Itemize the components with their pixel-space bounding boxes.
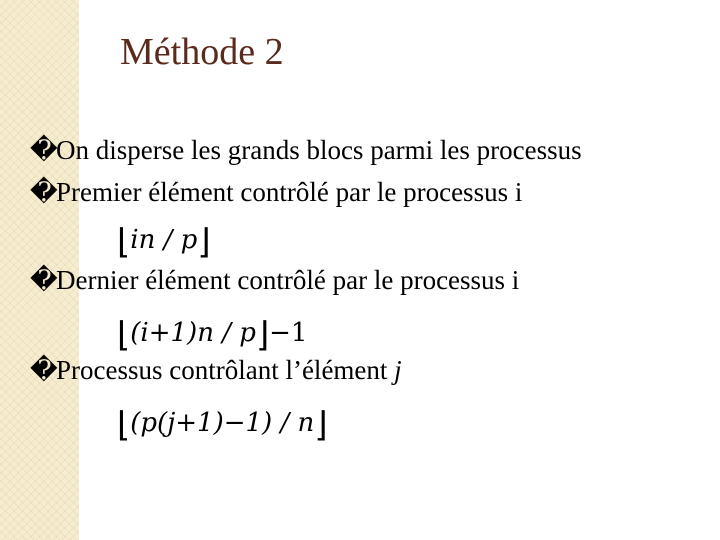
floor-open: ⌊ — [117, 222, 131, 262]
bullet-marker-icon: � — [30, 177, 58, 207]
floor-close: ⌋ — [314, 405, 328, 445]
bullet-text: On disperse les grands blocs parmi les processus — [56, 135, 582, 165]
formula-owner-process — [117, 405, 328, 445]
formula-suffix: −1 — [269, 318, 308, 348]
bullet-variable: j — [394, 355, 402, 385]
bullet-item — [30, 176, 522, 208]
bullet-item — [30, 264, 519, 296]
floor-open: ⌊ — [117, 315, 131, 355]
bullet-item — [30, 354, 402, 386]
bullet-text: Processus contrôlant l’élément — [56, 355, 395, 385]
formula-body: (p(j+1)−1) / n — [130, 408, 315, 438]
formula-last-element — [117, 315, 308, 355]
bullet-marker-icon: � — [30, 265, 58, 295]
formula-body: (i+1)n / p — [130, 318, 256, 348]
bullet-marker-icon: � — [30, 355, 58, 385]
floor-open: ⌊ — [117, 405, 131, 445]
floor-close: ⌋ — [255, 315, 270, 355]
formula-body: in / p — [130, 225, 198, 255]
bullet-text: Premier élément contrôlé par le processus i — [56, 177, 523, 207]
bullet-text: Dernier élément contrôlé par le processus i — [56, 265, 520, 295]
slide-title: Méthode 2 — [120, 31, 284, 73]
bullet-marker-icon: � — [30, 135, 58, 165]
formula-first-element — [117, 222, 211, 262]
bullet-item — [30, 134, 582, 166]
floor-close: ⌋ — [197, 222, 211, 262]
